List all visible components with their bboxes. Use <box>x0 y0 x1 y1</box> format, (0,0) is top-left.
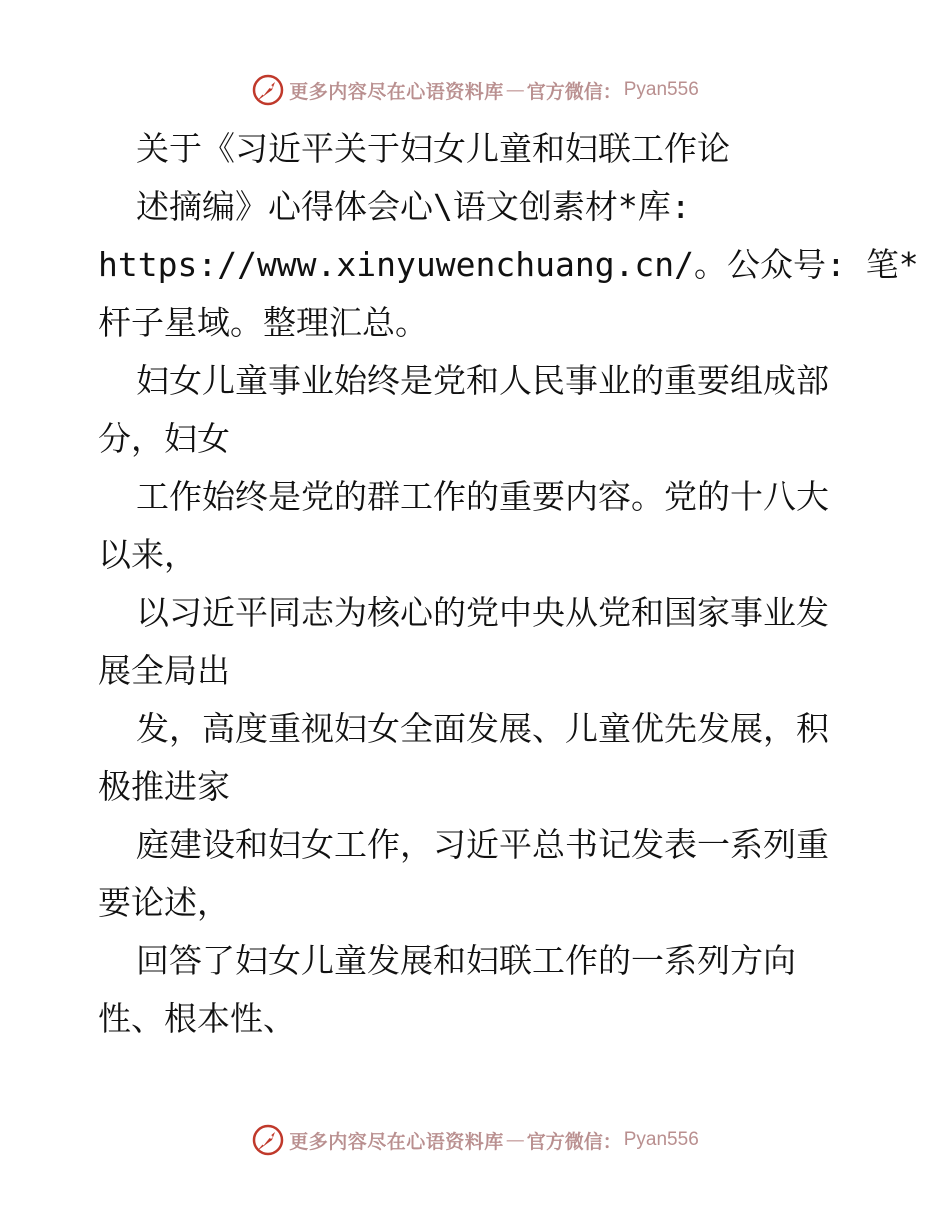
body-line: 分，妇女 <box>98 419 230 458</box>
pen-nib-icon <box>251 73 285 107</box>
body-line: 工作始终是党的群工作的重要内容。党的十八大 <box>136 477 829 516</box>
banner-dash: — <box>505 79 525 101</box>
banner-wechat-label: 官方微信： <box>526 80 622 103</box>
body-line: https://www.xinyuwenchuang.cn/。公众号: 笔* <box>98 245 919 284</box>
body-line: 杆子星域。整理汇总。 <box>98 303 428 342</box>
body-line: 妇女儿童事业始终是党和人民事业的重要组成部 <box>136 361 829 400</box>
footer-banner <box>0 1120 950 1160</box>
banner-wechat-id: Pyan556 <box>623 79 699 100</box>
banner-dash: — <box>505 1129 525 1151</box>
body-line: 述摘编》心得体会心\语文创素材*库: <box>136 187 691 226</box>
body-line: 以来， <box>98 535 197 574</box>
pen-nib-icon <box>251 1123 285 1157</box>
banner-library-text: 更多内容尽在心语资料库 <box>289 1130 504 1153</box>
body-line: 回答了妇女儿童发展和妇联工作的一系列方向 <box>136 941 796 980</box>
body-line: 发，高度重视妇女全面发展、儿童优先发展，积 <box>136 709 829 748</box>
header-banner <box>0 70 950 110</box>
body-line: 以习近平同志为核心的党中央从党和国家事业发 <box>136 593 829 632</box>
banner-wechat-label: 官方微信： <box>526 1130 622 1153</box>
body-line: 展全局出 <box>98 651 230 690</box>
banner-wechat-id: Pyan556 <box>623 1129 699 1150</box>
document-body <box>98 120 919 1048</box>
body-line: 要论述， <box>98 883 230 922</box>
banner-library-text: 更多内容尽在心语资料库 <box>289 80 504 103</box>
body-line: 极推进家 <box>98 767 230 806</box>
body-line: 性、根本性、 <box>98 999 296 1038</box>
body-line: 庭建设和妇女工作，习近平总书记发表一系列重 <box>136 825 829 864</box>
body-line: 关于《习近平关于妇女儿童和妇联工作论 <box>136 129 730 168</box>
